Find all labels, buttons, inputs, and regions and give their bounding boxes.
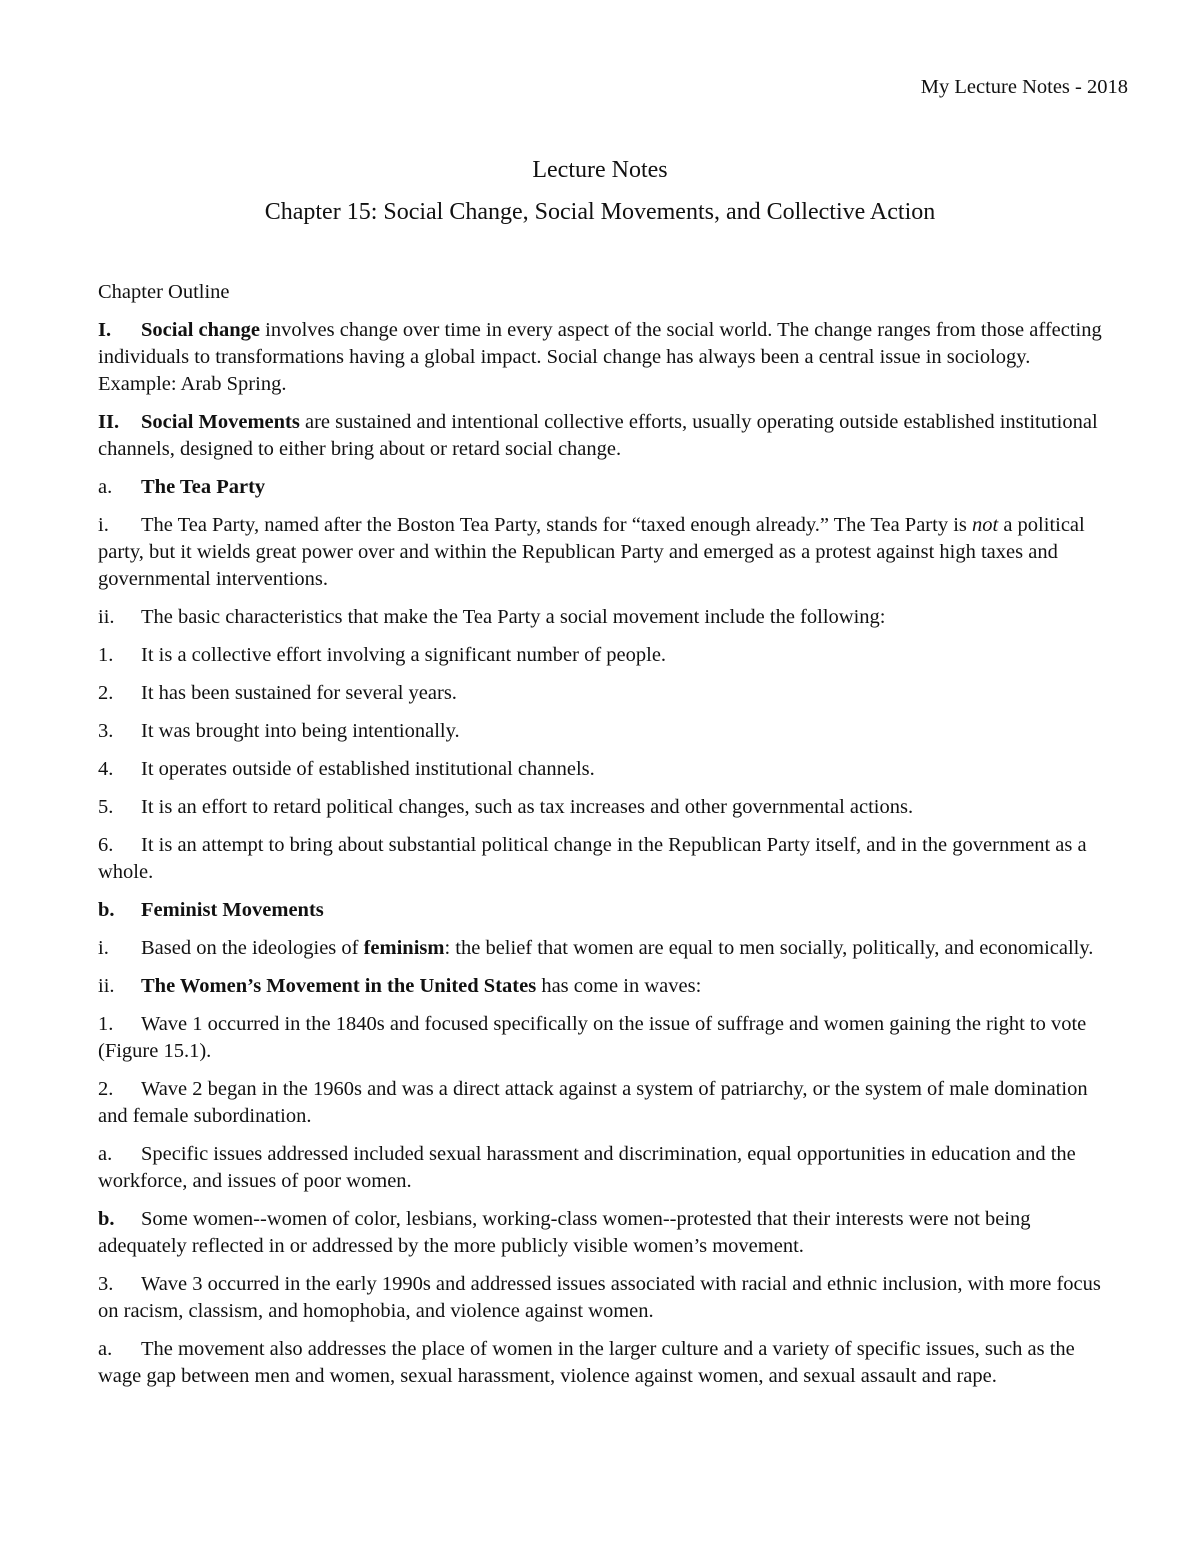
outline-item (98, 832, 1108, 886)
item-text: Based on the ideologies of (141, 937, 364, 959)
item-marker: 3. (98, 720, 114, 742)
item-text: It has been sustained for several years. (141, 682, 457, 704)
item-marker: I. (98, 319, 112, 341)
outline-content (98, 279, 1108, 1401)
outline-item (98, 1271, 1108, 1325)
outline-item (98, 756, 1108, 783)
item-lead: Feminist Movements (141, 899, 324, 921)
item-text: The Tea Party, named after the Boston Tea Party, stands for “taxed enough already.” The Tea Party is (141, 514, 972, 536)
item-marker: 2. (98, 1078, 114, 1100)
item-text: The basic characteristics that make the Tea Party a social movement include the following: (141, 606, 886, 628)
item-strong: feminism (363, 937, 445, 959)
item-marker: i. (98, 937, 109, 959)
outline-item (98, 642, 1108, 669)
item-text: Wave 2 began in the 1960s and was a direct attack against a system of patriarchy, or the system of male domination and female subordination. (98, 1078, 1088, 1127)
outline-item (98, 1206, 1108, 1260)
item-marker: a. (98, 476, 113, 498)
item-marker: 2. (98, 682, 114, 704)
item-lead: The Women’s Movement in the United States (141, 975, 537, 997)
item-marker: 5. (98, 796, 114, 818)
item-marker: i. (98, 514, 109, 536)
item-lead: Social Movements (141, 411, 300, 433)
outline-item (98, 1076, 1108, 1130)
outline-item (98, 1336, 1108, 1390)
item-text: Wave 1 occurred in the 1840s and focused specifically on the issue of suffrage and women gaining the right to vote (Figure 15.1). (98, 1013, 1087, 1062)
item-text: are sustained and intentional collective efforts, usually operating outside established institutional channels, designed to either bring about or retard social change. (98, 411, 1098, 460)
item-text: It is an attempt to bring about substantial political change in the Republican Party itself, and in the government as a whole. (98, 834, 1087, 883)
outline-item (98, 1141, 1108, 1195)
outline-item (98, 935, 1108, 962)
item-text: It operates outside of established institutional channels. (141, 758, 595, 780)
item-text: It is a collective effort involving a significant number of people. (141, 644, 667, 666)
item-marker: 3. (98, 1273, 114, 1295)
outline-item (98, 409, 1108, 463)
item-marker: ii. (98, 606, 115, 628)
item-text: It was brought into being intentionally. (141, 720, 460, 742)
item-lead: Social change (141, 319, 261, 341)
outline-label: Chapter Outline (98, 281, 230, 303)
outline-item (98, 680, 1108, 707)
item-marker: b. (98, 1208, 115, 1230)
item-marker: a. (98, 1143, 113, 1165)
item-text: has come in waves: (536, 975, 702, 997)
item-marker: 6. (98, 834, 114, 856)
item-lead: The Tea Party (141, 476, 266, 498)
item-text: a political party, but it wields great power over and within the Republican Party and emerged as a protest against high taxes and governmental interventions. (98, 514, 1085, 590)
outline-item (98, 512, 1108, 593)
item-emphasis: not (972, 514, 999, 536)
item-text: Specific issues addressed included sexual harassment and discrimination, equal opportunities in education and the workforce, and issues of poor women. (98, 1143, 1076, 1192)
item-marker: 4. (98, 758, 114, 780)
outline-item (98, 604, 1108, 631)
running-header: My Lecture Notes - 2018 (920, 76, 1128, 98)
item-text: : the belief that women are equal to men socially, politically, and economically. (444, 937, 1094, 959)
item-marker: 1. (98, 1013, 114, 1035)
outline-item (98, 794, 1108, 821)
outline-item (98, 1011, 1108, 1065)
outline-item (98, 718, 1108, 745)
item-marker: ii. (98, 975, 115, 997)
outline-item (98, 897, 1108, 924)
item-text: Wave 3 occurred in the early 1990s and addressed issues associated with racial and ethnic inclusion, with more focus on racism, classism, and homophobia, and violence against women. (98, 1273, 1101, 1322)
item-text: involves change over time in every aspect of the social world. The change ranges from those affecting individuals to transformations having a global impact. Social change has always been a central issue in sociology. Example: Arab Spring. (98, 319, 1102, 395)
item-text: The movement also addresses the place of women in the larger culture and a variety of specific issues, such as the wage gap between men and women, sexual harassment, violence against women, and sexual assault and rape. (98, 1338, 1075, 1387)
outline-item (98, 317, 1108, 398)
item-marker: b. (98, 899, 115, 921)
item-marker: a. (98, 1338, 113, 1360)
outline-item (98, 474, 1108, 501)
item-text: It is an effort to retard political changes, such as tax increases and other governmental actions. (141, 796, 914, 818)
item-text: Some women--women of color, lesbians, working-class women--protested that their interests were not being adequately reflected in or addressed by the more publicly visible women’s movement. (98, 1208, 1031, 1257)
item-marker: 1. (98, 644, 114, 666)
outline-item (98, 973, 1108, 1000)
document-title: Lecture Notes (532, 157, 668, 183)
item-marker: II. (98, 411, 120, 433)
chapter-subtitle: Chapter 15: Social Change, Social Movements, and Collective Action (264, 199, 936, 225)
